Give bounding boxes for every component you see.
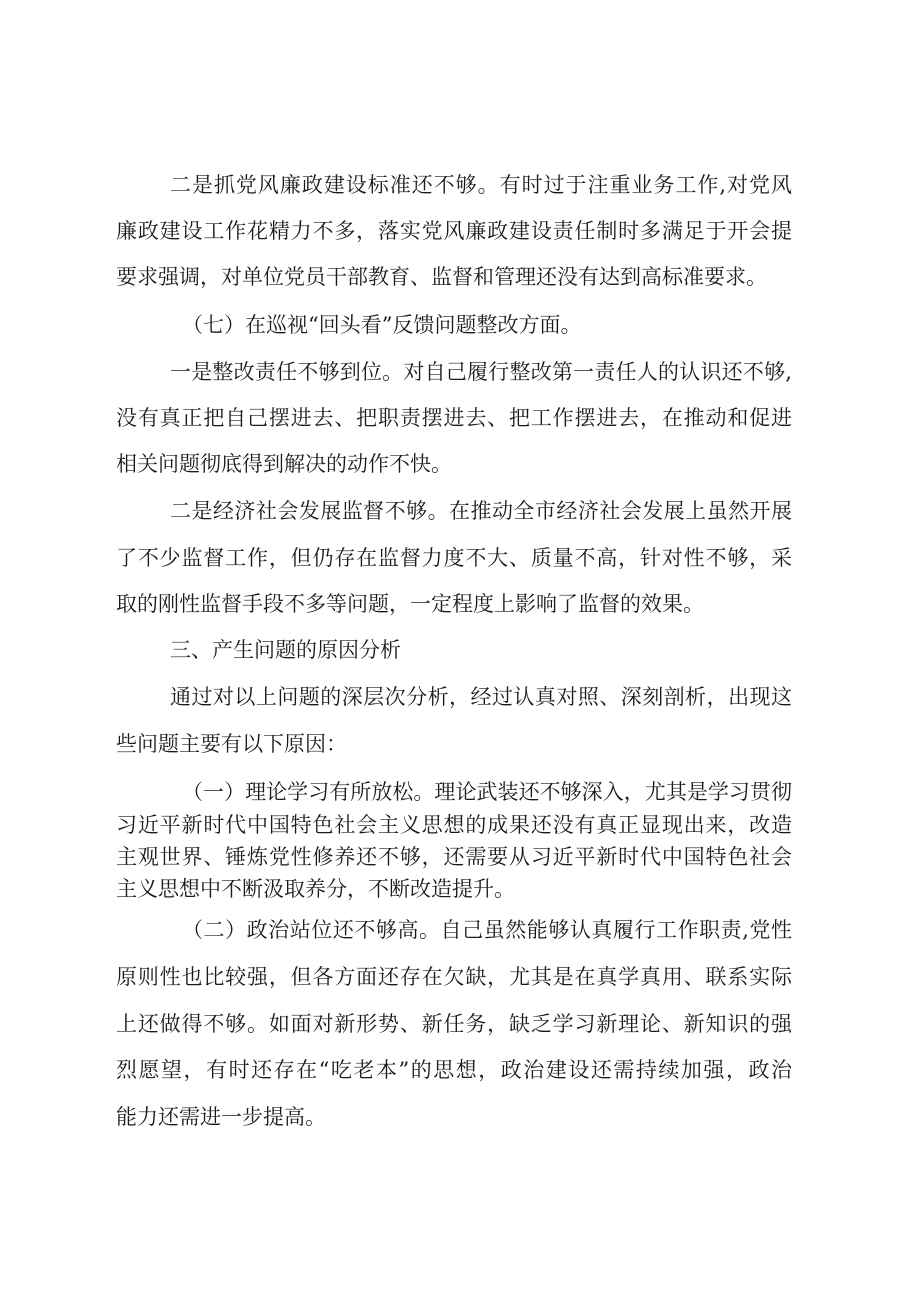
- paragraph-7-line-2: 习近平新时代中国特色社会主义思想的成果还没有真正显现出来，改造: [116, 813, 792, 837]
- paragraph-8-line-5: 能力还需进一步提高。: [116, 1105, 326, 1129]
- section-heading-7: （七）在巡视“回头看”反馈问题整改方面。: [182, 313, 582, 337]
- paragraph-6-line-1: 通过对以上问题的深层次分析，经过认真对照、深刻剖析，出现这: [170, 685, 792, 709]
- paragraph-7-line-3: 主观世界、锤炼党性修养还不够，还需要从习近平新时代中国特色社会: [116, 845, 792, 869]
- paragraph-8-line-4: 烈愿望，有时还存在“吃老本”的思想，政治建设还需持续加强，政治: [116, 1058, 792, 1082]
- paragraph-6-line-2: 些问题主要有以下原因：: [116, 732, 347, 756]
- paragraph-4-line-1: 二是经济社会发展监督不够。在推动全市经济社会发展上虽然开展: [170, 499, 792, 523]
- paragraph-3-line-2: 没有真正把自己摆进去、把职责摆进去、把工作摆进去，在推动和促进: [116, 406, 792, 430]
- paragraph-7-line-4: 主义思想中不断汲取养分，不断改造提升。: [116, 877, 515, 901]
- paragraph-1-line-2: 廉政建设工作花精力不多，落实党风廉政建设责任制时多满足于开会提: [116, 219, 792, 243]
- paragraph-1-line-3: 要求强调，对单位党员干部教育、监督和管理还没有达到高标准要求。: [116, 265, 767, 289]
- paragraph-8-line-3: 上还做得不够。如面对新形势、新任务，缺乏学习新理论、新知识的强: [116, 1012, 792, 1036]
- section-heading-3: 三、产生问题的原因分析: [170, 638, 401, 662]
- paragraph-3-line-1: 一是整改责任不够到位。对自己履行整改第一责任人的认识还不够,: [170, 360, 792, 384]
- paragraph-1-line-1: 二是抓党风廉政建设标准还不够。有时过于注重业务工作,对党风: [170, 173, 792, 197]
- paragraph-4-line-2: 了不少监督工作，但仍存在监督力度不大、质量不高，针对性不够，采: [116, 546, 792, 570]
- paragraph-4-line-3: 取的刚性监督手段不多等问题，一定程度上影响了监督的效果。: [116, 592, 704, 616]
- paragraph-8-line-1: （二）政治站位还不够高。自己虽然能够认真履行工作职责,党性: [182, 918, 792, 942]
- paragraph-3-line-3: 相关问题彻底得到解决的动作不快。: [116, 452, 452, 476]
- paragraph-8-line-2: 原则性也比较强，但各方面还存在欠缺，尤其是在真学真用、联系实际: [116, 965, 792, 989]
- paragraph-7-line-1: （一）理论学习有所放松。理论武装还不够深入，尤其是学习贯彻: [182, 780, 792, 804]
